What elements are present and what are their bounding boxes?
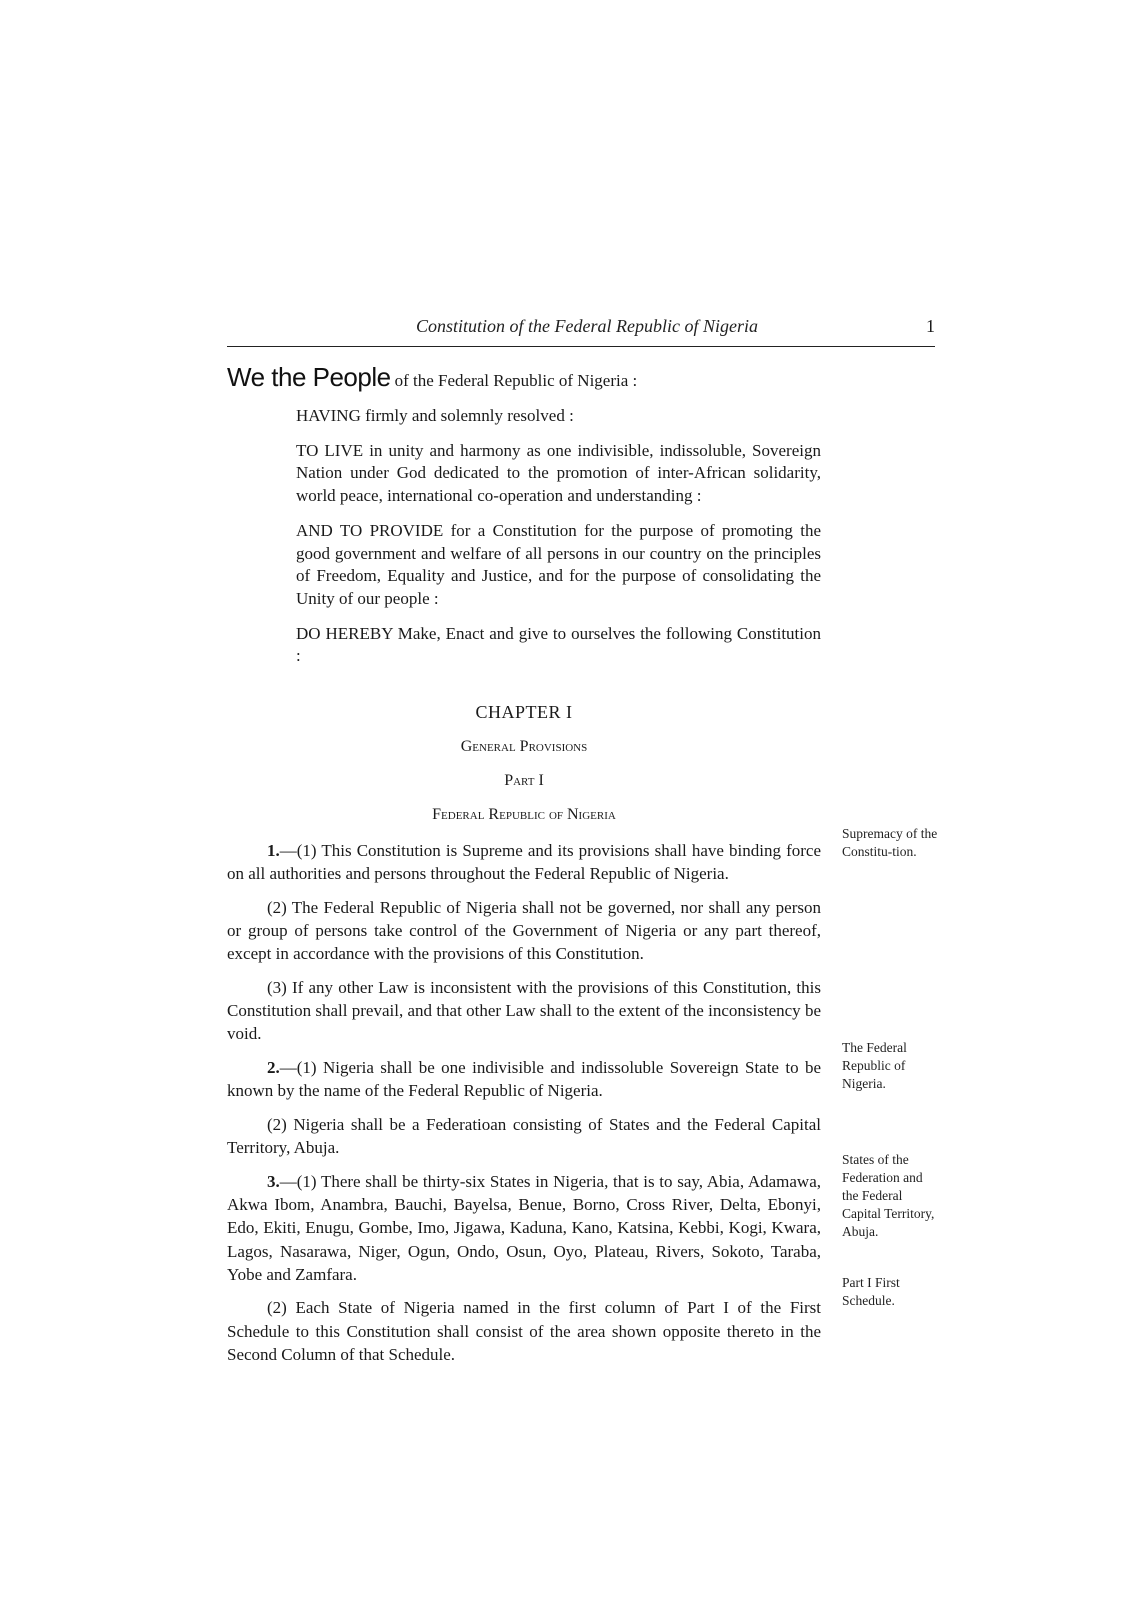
preamble-paragraph: HAVING firmly and solemnly resolved : — [296, 406, 574, 425]
section-text: (2) The Federal Republic of Nigeria shall not be governed, nor shall any person or group of persons take control of the Government of Nigeria or any part thereof, except in accordance with the provisions of this Constitution. — [227, 897, 821, 964]
section-3-subsection-2 — [227, 1296, 821, 1366]
section-dash: — — [279, 841, 297, 860]
preamble-last-text: DO HEREBY Make, Enact and give to ourselves the following Constitution : — [296, 623, 821, 666]
section-2-subsection-2 — [227, 1113, 821, 1159]
section-text: (1) This Constitution is Supreme and its provisions shall have binding force on all authorities and persons throughout the Federal Republic of Nigeria. — [227, 841, 821, 884]
section-number: 3. — [267, 1171, 280, 1191]
running-header — [227, 314, 935, 347]
chapter-subtitle: General Provisions — [460, 738, 588, 755]
section-dash: — — [279, 1171, 297, 1191]
margin-note-supremacy: Supremacy of the Constitu-tion. — [842, 826, 938, 859]
page-number: 1 — [926, 316, 935, 336]
preamble-paragraph: TO LIVE in unity and harmony as one indivisible, indissoluble, Sovereign Nation under God dedicated to the promotion of inter-African solidarity, world peace, international co-operation and understanding : — [296, 440, 821, 506]
part-label: Part I — [504, 772, 544, 789]
section-text: (2) Nigeria shall be a Federatioan consisting of States and the Federal Capital Territory, Abuja. — [227, 1115, 821, 1158]
margin-note-federal-republic: The Federal Republic of Nigeria. — [842, 1040, 907, 1091]
section-number: 1. — [267, 841, 280, 860]
section-text: (1) There shall be thirty-six States in Nigeria, that is to say, Abia, Adamawa, Akwa Ibom, Anambra, Bauchi, Bayelsa, Benue, Borno, Cross River, Delta, Ebonyi, Edo, Ekiti, Enugu, Gombe, Imo, Jigawa, Kaduna, Kano, Katsina, Kebbi, Kogi, Kwara, Lagos, Nasarawa, Niger, Ogun, Ondo, Osun, Oyo, Plateau, Rivers, Sokoto, Taraba, Yobe and Zamfara. — [227, 1171, 821, 1284]
margin-note-first-schedule: Part I First Schedule. — [842, 1275, 900, 1308]
preamble-opening — [227, 362, 637, 393]
part-title: Federal Republic of Nigeria — [432, 806, 616, 823]
section-1-subsection-3 — [227, 976, 821, 1046]
section-dash: — — [279, 1058, 297, 1078]
section-number: 2. — [267, 1058, 280, 1078]
preamble-paragraph — [296, 623, 821, 668]
preamble-body — [296, 405, 821, 668]
preamble-paragraph: AND TO PROVIDE for a Constitution for the purpose of promoting the good government and welfare of all persons in our country on the principles of Freedom, Equality and Justice, and for the purpose of consolidating the Unity of our people : — [296, 520, 821, 608]
section-2-subsection-1 — [227, 1056, 821, 1102]
sections-body — [227, 839, 821, 1377]
we-the-people-heading: We the People — [227, 362, 391, 392]
preamble-opening-rest: of the Federal Republic of Nigeria : — [394, 371, 638, 390]
section-1-subsection-2 — [227, 896, 821, 966]
section-1-subsection-1 — [227, 839, 821, 885]
chapter-title: CHAPTER I — [475, 702, 573, 722]
section-text: (2) Each State of Nigeria named in the first column of Part I of the First Schedule to this Constitution shall consist of the area shown opposite thereto in the Second Column of that Schedule. — [227, 1298, 821, 1364]
section-text: (3) If any other Law is inconsistent with the provisions of this Constitution, this Constitution shall prevail, and that other Law shall to the extent of the inconsistency be void. — [227, 978, 821, 1044]
section-3-subsection-1 — [227, 1170, 821, 1286]
running-title: Constitution of the Federal Republic of Nigeria — [416, 316, 758, 336]
section-text: (1) Nigeria shall be one indivisible and indissoluble Sovereign State to be known by the name of the Federal Republic of Nigeria. — [227, 1058, 821, 1101]
margin-note-states: States of the Federation and the Federal Capital Territory, Abuja. — [842, 1152, 935, 1239]
